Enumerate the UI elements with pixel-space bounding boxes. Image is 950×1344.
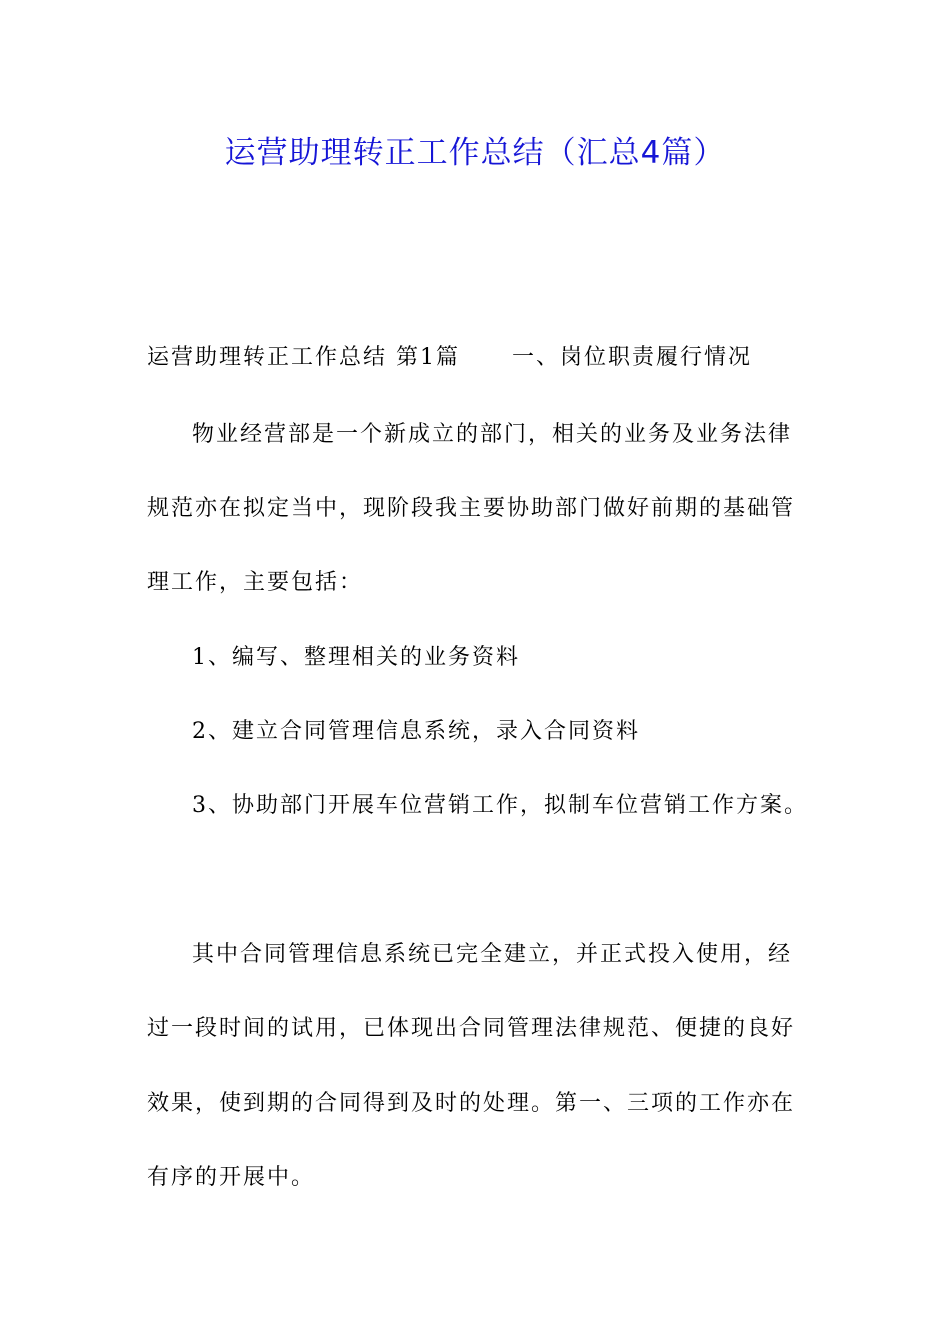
list-item: 1、编写、整理相关的业务资料 (192, 645, 520, 670)
paragraph-line: 过一段时间的试用，已体现出合同管理法律规范、便捷的良好 (147, 1016, 796, 1041)
paragraph-line: 有序的开展中。 (147, 1165, 316, 1190)
list-item: 3、协助部门开展车位营销工作，拟制车位营销工作方案。 (192, 793, 808, 818)
paragraph-line: 效果，使到期的合同得到及时的处理。第一、三项的工作亦在 (147, 1091, 796, 1116)
document-title: 运营助理转正工作总结（汇总4篇） (224, 135, 726, 171)
paragraph-line: 物业经营部是一个新成立的部门，相关的业务及业务法律 (192, 422, 793, 447)
subsection-heading: 一、岗位职责履行情况 (512, 345, 753, 370)
paragraph-line: 规范亦在拟定当中，现阶段我主要协助部门做好前期的基础管 (147, 496, 796, 521)
section-heading (147, 342, 752, 374)
section-heading-label: 运营助理转正工作总结 第1篇 (147, 345, 460, 370)
paragraph-line: 理工作，主要包括： (147, 570, 364, 595)
list-item: 2、建立合同管理信息系统，录入合同资料 (192, 719, 640, 744)
paragraph-line: 其中合同管理信息系统已完全建立，并正式投入使用，经 (192, 942, 793, 967)
